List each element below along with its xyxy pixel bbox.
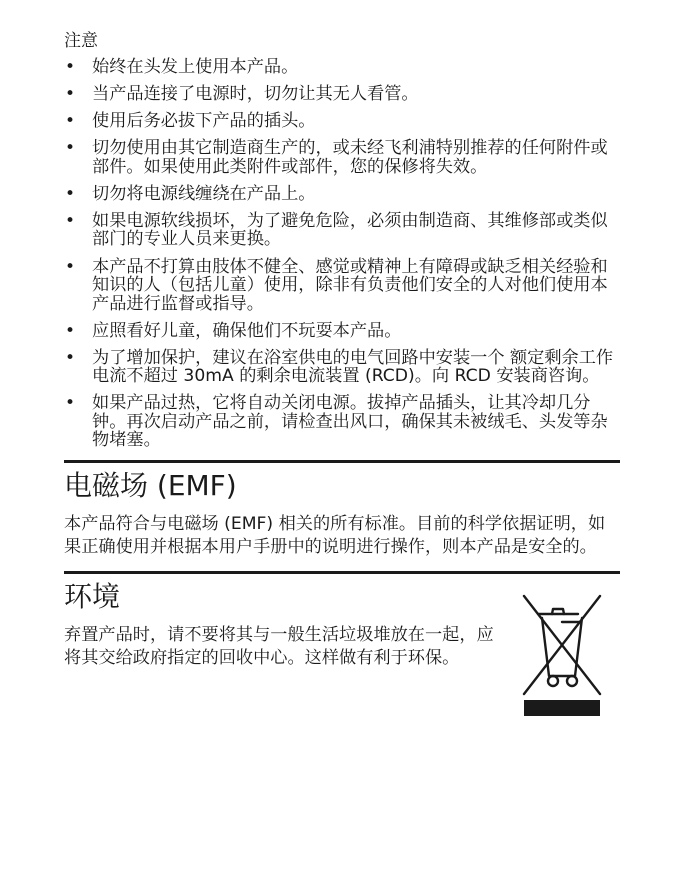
- section-divider: [64, 571, 620, 574]
- caution-item-text: 本产品不打算由肢体不健全、感觉或精神上有障碍或缺乏相关经验和知识的人（包括儿童）使用，除非有负责他们安全的人对他们使用本产品进行监督或指导。: [92, 256, 608, 314]
- weee-crossed-bin-icon: [520, 590, 604, 716]
- caution-item-text: 应照看好儿童，确保他们不玩耍本产品。: [92, 320, 402, 341]
- caution-item: [64, 58, 620, 77]
- bullet-icon: •: [65, 138, 76, 159]
- bullet-icon: •: [65, 111, 76, 132]
- caution-item: [64, 112, 620, 131]
- caution-item-text: 使用后务必拔下产品的插头。: [92, 111, 316, 132]
- section-divider: [64, 460, 620, 463]
- bullet-icon: •: [65, 183, 76, 204]
- caution-item-text: 如果电源软线损坏，为了避免危险，必须由制造商、其维修部或类似部门的专业人员来更换。: [92, 210, 608, 250]
- bullet-icon: •: [65, 393, 76, 414]
- emf-title: 电磁场 (EMF): [64, 468, 237, 502]
- caution-item: [64, 349, 620, 386]
- caution-item: [64, 85, 620, 104]
- emf-paragraph: 本产品符合与电磁场 (EMF) 相关的所有标准。目前的科学依据证明，如果正确使用并根据本用户手册中的说明进行操作，则本产品是安全的。: [64, 513, 606, 557]
- environment-paragraph: 弃置产品时，请不要将其与一般生活垃圾堆放在一起，应将其交给政府指定的回收中心。这样做有利于环保。: [64, 624, 494, 668]
- bullet-icon: •: [65, 210, 76, 231]
- caution-item-text: 切勿将电源线缠绕在产品上。: [92, 183, 316, 204]
- caution-list: [64, 58, 620, 450]
- caution-item: [64, 322, 620, 341]
- caution-heading: 注意: [64, 31, 98, 51]
- environment-section: [64, 624, 620, 734]
- manual-page: [64, 30, 620, 734]
- caution-item-text: 当产品连接了电源时，切勿让其无人看管。: [92, 84, 419, 105]
- caution-item-text: 切勿使用由其它制造商生产的，或未经飞利浦特别推荐的任何附件或部件。如果使用此类附件或部件，您的保修将失效。: [92, 138, 608, 177]
- caution-item-text: 为了增加保护，建议在浴室供电的电气回路中安装一个 额定剩余工作电流不超过 30mA 的剩余电流装置 (RCD)。向 RCD 安装商咨询。: [92, 347, 614, 387]
- caution-item-text: 如果产品过热，它将自动关闭电源。拔掉产品插头，让其冷却几分钟。再次启动产品之前，请检查出风口，确保其未被绒毛、头发等杂物堵塞。: [92, 393, 608, 451]
- caution-item: [64, 258, 620, 314]
- caution-item: [64, 212, 620, 249]
- caution-item: [64, 139, 620, 176]
- caution-item: [64, 185, 620, 204]
- caution-item: [64, 394, 620, 450]
- bullet-icon: •: [65, 84, 76, 105]
- caution-item-text: 始终在头发上使用本产品。: [92, 57, 299, 77]
- environment-title: 环境: [64, 579, 121, 613]
- bullet-icon: •: [65, 57, 76, 77]
- bullet-icon: •: [65, 320, 76, 341]
- bullet-icon: •: [65, 256, 76, 277]
- bullet-icon: •: [65, 347, 76, 368]
